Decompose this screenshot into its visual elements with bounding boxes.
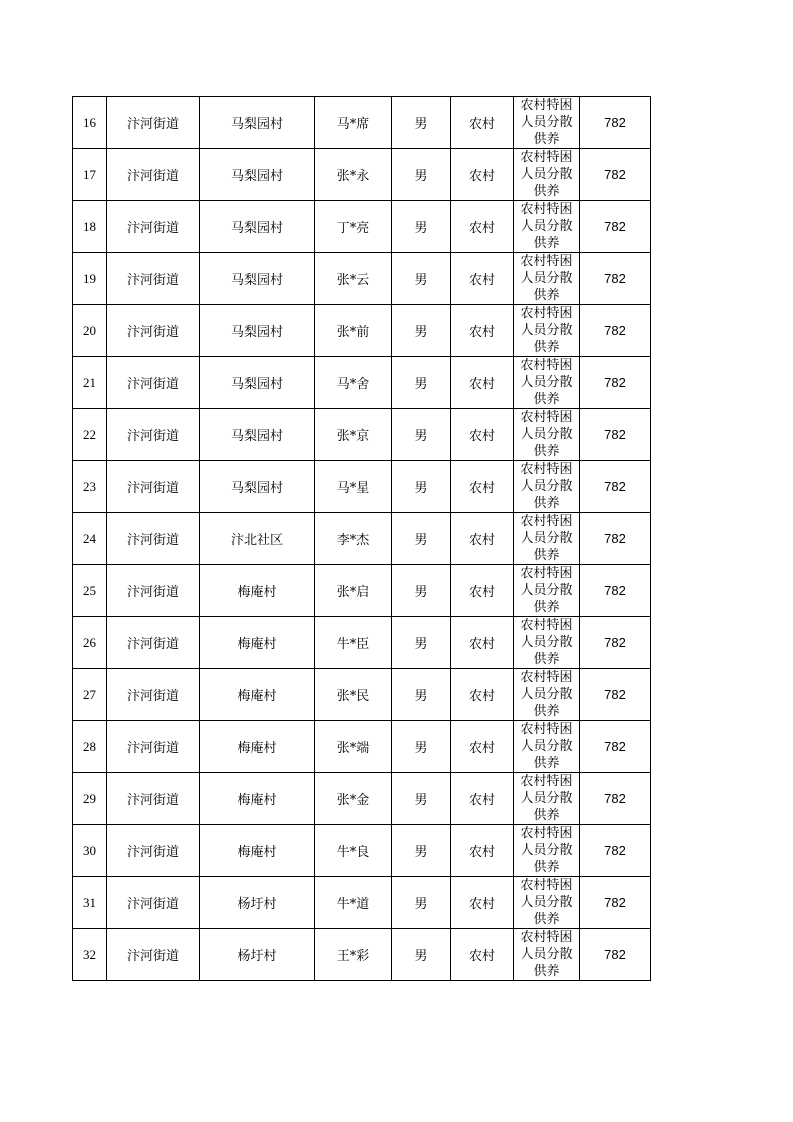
street-cell: 汴河街道 xyxy=(107,97,200,149)
person-name-cell: 牛*臣 xyxy=(315,617,392,669)
person-name-cell: 张*端 xyxy=(315,721,392,773)
table-body xyxy=(73,97,651,981)
table-row xyxy=(73,617,651,669)
person-name-cell: 张*启 xyxy=(315,565,392,617)
village-cell: 马梨园村 xyxy=(200,409,315,461)
amount-cell: 782 xyxy=(580,929,651,981)
street-cell: 汴河街道 xyxy=(107,305,200,357)
row-number-cell: 18 xyxy=(73,201,107,253)
support-category-cell xyxy=(514,409,580,461)
support-category-cell xyxy=(514,825,580,877)
village-cell: 梅庵村 xyxy=(200,669,315,721)
support-category-cell xyxy=(514,357,580,409)
amount-cell: 782 xyxy=(580,513,651,565)
row-number-cell: 17 xyxy=(73,149,107,201)
support-category-cell xyxy=(514,461,580,513)
village-cell: 马梨园村 xyxy=(200,461,315,513)
row-number-cell: 21 xyxy=(73,357,107,409)
support-category-text: 农村特困人员分散供养 xyxy=(520,930,573,979)
amount-cell: 782 xyxy=(580,409,651,461)
street-cell: 汴河街道 xyxy=(107,409,200,461)
village-cell: 梅庵村 xyxy=(200,773,315,825)
amount-cell: 782 xyxy=(580,825,651,877)
person-name-cell: 张*金 xyxy=(315,773,392,825)
support-category-text: 农村特困人员分散供养 xyxy=(520,722,573,771)
area-type-cell: 农村 xyxy=(451,773,514,825)
person-name-cell: 李*杰 xyxy=(315,513,392,565)
amount-cell: 782 xyxy=(580,721,651,773)
street-cell: 汴河街道 xyxy=(107,773,200,825)
table-row xyxy=(73,565,651,617)
area-type-cell: 农村 xyxy=(451,825,514,877)
street-cell: 汴河街道 xyxy=(107,357,200,409)
amount-cell: 782 xyxy=(580,669,651,721)
area-type-cell: 农村 xyxy=(451,929,514,981)
village-cell: 马梨园村 xyxy=(200,97,315,149)
row-number-cell: 27 xyxy=(73,669,107,721)
support-category-cell xyxy=(514,513,580,565)
support-category-cell xyxy=(514,617,580,669)
street-cell: 汴河街道 xyxy=(107,253,200,305)
gender-cell: 男 xyxy=(392,149,451,201)
table-row xyxy=(73,825,651,877)
person-name-cell: 张*民 xyxy=(315,669,392,721)
street-cell: 汴河街道 xyxy=(107,201,200,253)
street-cell: 汴河街道 xyxy=(107,929,200,981)
gender-cell: 男 xyxy=(392,97,451,149)
gender-cell: 男 xyxy=(392,929,451,981)
amount-cell: 782 xyxy=(580,97,651,149)
gender-cell: 男 xyxy=(392,201,451,253)
support-category-text: 农村特困人员分散供养 xyxy=(520,98,573,147)
area-type-cell: 农村 xyxy=(451,721,514,773)
gender-cell: 男 xyxy=(392,513,451,565)
village-cell: 杨圩村 xyxy=(200,877,315,929)
gender-cell: 男 xyxy=(392,669,451,721)
support-category-text: 农村特困人员分散供养 xyxy=(520,618,573,667)
support-category-text: 农村特困人员分散供养 xyxy=(520,150,573,199)
support-category-text: 农村特困人员分散供养 xyxy=(520,202,573,251)
village-cell: 梅庵村 xyxy=(200,721,315,773)
amount-cell: 782 xyxy=(580,773,651,825)
support-category-cell xyxy=(514,201,580,253)
beneficiary-table xyxy=(72,96,651,981)
village-cell: 马梨园村 xyxy=(200,357,315,409)
area-type-cell: 农村 xyxy=(451,149,514,201)
person-name-cell: 牛*道 xyxy=(315,877,392,929)
table-row xyxy=(73,669,651,721)
support-category-text: 农村特困人员分散供养 xyxy=(520,878,573,927)
area-type-cell: 农村 xyxy=(451,513,514,565)
row-number-cell: 19 xyxy=(73,253,107,305)
table-row xyxy=(73,149,651,201)
street-cell: 汴河街道 xyxy=(107,877,200,929)
amount-cell: 782 xyxy=(580,201,651,253)
support-category-cell xyxy=(514,97,580,149)
person-name-cell: 丁*亮 xyxy=(315,201,392,253)
support-category-text: 农村特困人员分散供养 xyxy=(520,514,573,563)
street-cell: 汴河街道 xyxy=(107,669,200,721)
support-category-text: 农村特困人员分散供养 xyxy=(520,410,573,459)
area-type-cell: 农村 xyxy=(451,617,514,669)
gender-cell: 男 xyxy=(392,461,451,513)
support-category-text: 农村特困人员分散供养 xyxy=(520,774,573,823)
support-category-cell xyxy=(514,253,580,305)
table-row xyxy=(73,357,651,409)
area-type-cell: 农村 xyxy=(451,565,514,617)
table-row xyxy=(73,721,651,773)
amount-cell: 782 xyxy=(580,305,651,357)
row-number-cell: 16 xyxy=(73,97,107,149)
person-name-cell: 张*京 xyxy=(315,409,392,461)
area-type-cell: 农村 xyxy=(451,305,514,357)
person-name-cell: 马*席 xyxy=(315,97,392,149)
row-number-cell: 26 xyxy=(73,617,107,669)
table-row xyxy=(73,305,651,357)
village-cell: 梅庵村 xyxy=(200,565,315,617)
row-number-cell: 24 xyxy=(73,513,107,565)
street-cell: 汴河街道 xyxy=(107,721,200,773)
support-category-cell xyxy=(514,721,580,773)
person-name-cell: 张*永 xyxy=(315,149,392,201)
row-number-cell: 32 xyxy=(73,929,107,981)
amount-cell: 782 xyxy=(580,461,651,513)
street-cell: 汴河街道 xyxy=(107,513,200,565)
street-cell: 汴河街道 xyxy=(107,149,200,201)
support-category-cell xyxy=(514,149,580,201)
support-category-text: 农村特困人员分散供养 xyxy=(520,826,573,875)
gender-cell: 男 xyxy=(392,565,451,617)
village-cell: 梅庵村 xyxy=(200,617,315,669)
row-number-cell: 20 xyxy=(73,305,107,357)
street-cell: 汴河街道 xyxy=(107,461,200,513)
person-name-cell: 马*舍 xyxy=(315,357,392,409)
support-category-text: 农村特困人员分散供养 xyxy=(520,306,573,355)
person-name-cell: 张*云 xyxy=(315,253,392,305)
table-row xyxy=(73,409,651,461)
support-category-cell xyxy=(514,669,580,721)
row-number-cell: 22 xyxy=(73,409,107,461)
table-row xyxy=(73,97,651,149)
village-cell: 马梨园村 xyxy=(200,305,315,357)
support-category-cell xyxy=(514,773,580,825)
area-type-cell: 农村 xyxy=(451,357,514,409)
gender-cell: 男 xyxy=(392,877,451,929)
amount-cell: 782 xyxy=(580,253,651,305)
area-type-cell: 农村 xyxy=(451,409,514,461)
street-cell: 汴河街道 xyxy=(107,825,200,877)
gender-cell: 男 xyxy=(392,253,451,305)
amount-cell: 782 xyxy=(580,357,651,409)
amount-cell: 782 xyxy=(580,565,651,617)
support-category-text: 农村特困人员分散供养 xyxy=(520,566,573,615)
table-row xyxy=(73,201,651,253)
area-type-cell: 农村 xyxy=(451,201,514,253)
gender-cell: 男 xyxy=(392,773,451,825)
person-name-cell: 马*星 xyxy=(315,461,392,513)
amount-cell: 782 xyxy=(580,149,651,201)
table-row xyxy=(73,877,651,929)
village-cell: 马梨园村 xyxy=(200,201,315,253)
village-cell: 马梨园村 xyxy=(200,149,315,201)
row-number-cell: 29 xyxy=(73,773,107,825)
row-number-cell: 28 xyxy=(73,721,107,773)
support-category-cell xyxy=(514,565,580,617)
gender-cell: 男 xyxy=(392,825,451,877)
gender-cell: 男 xyxy=(392,617,451,669)
area-type-cell: 农村 xyxy=(451,253,514,305)
row-number-cell: 31 xyxy=(73,877,107,929)
village-cell: 杨圩村 xyxy=(200,929,315,981)
gender-cell: 男 xyxy=(392,357,451,409)
street-cell: 汴河街道 xyxy=(107,617,200,669)
gender-cell: 男 xyxy=(392,409,451,461)
table-row xyxy=(73,929,651,981)
area-type-cell: 农村 xyxy=(451,97,514,149)
area-type-cell: 农村 xyxy=(451,877,514,929)
village-cell: 马梨园村 xyxy=(200,253,315,305)
support-category-cell xyxy=(514,305,580,357)
street-cell: 汴河街道 xyxy=(107,565,200,617)
table-row xyxy=(73,513,651,565)
support-category-text: 农村特困人员分散供养 xyxy=(520,254,573,303)
table-row xyxy=(73,253,651,305)
person-name-cell: 牛*良 xyxy=(315,825,392,877)
support-category-text: 农村特困人员分散供养 xyxy=(520,670,573,719)
gender-cell: 男 xyxy=(392,305,451,357)
table-row xyxy=(73,461,651,513)
support-category-cell xyxy=(514,929,580,981)
row-number-cell: 25 xyxy=(73,565,107,617)
row-number-cell: 30 xyxy=(73,825,107,877)
person-name-cell: 王*彩 xyxy=(315,929,392,981)
gender-cell: 男 xyxy=(392,721,451,773)
support-category-text: 农村特困人员分散供养 xyxy=(520,462,573,511)
amount-cell: 782 xyxy=(580,617,651,669)
village-cell: 梅庵村 xyxy=(200,825,315,877)
village-cell: 汴北社区 xyxy=(200,513,315,565)
support-category-text: 农村特困人员分散供养 xyxy=(520,358,573,407)
support-category-cell xyxy=(514,877,580,929)
table-row xyxy=(73,773,651,825)
area-type-cell: 农村 xyxy=(451,461,514,513)
row-number-cell: 23 xyxy=(73,461,107,513)
person-name-cell: 张*前 xyxy=(315,305,392,357)
amount-cell: 782 xyxy=(580,877,651,929)
area-type-cell: 农村 xyxy=(451,669,514,721)
